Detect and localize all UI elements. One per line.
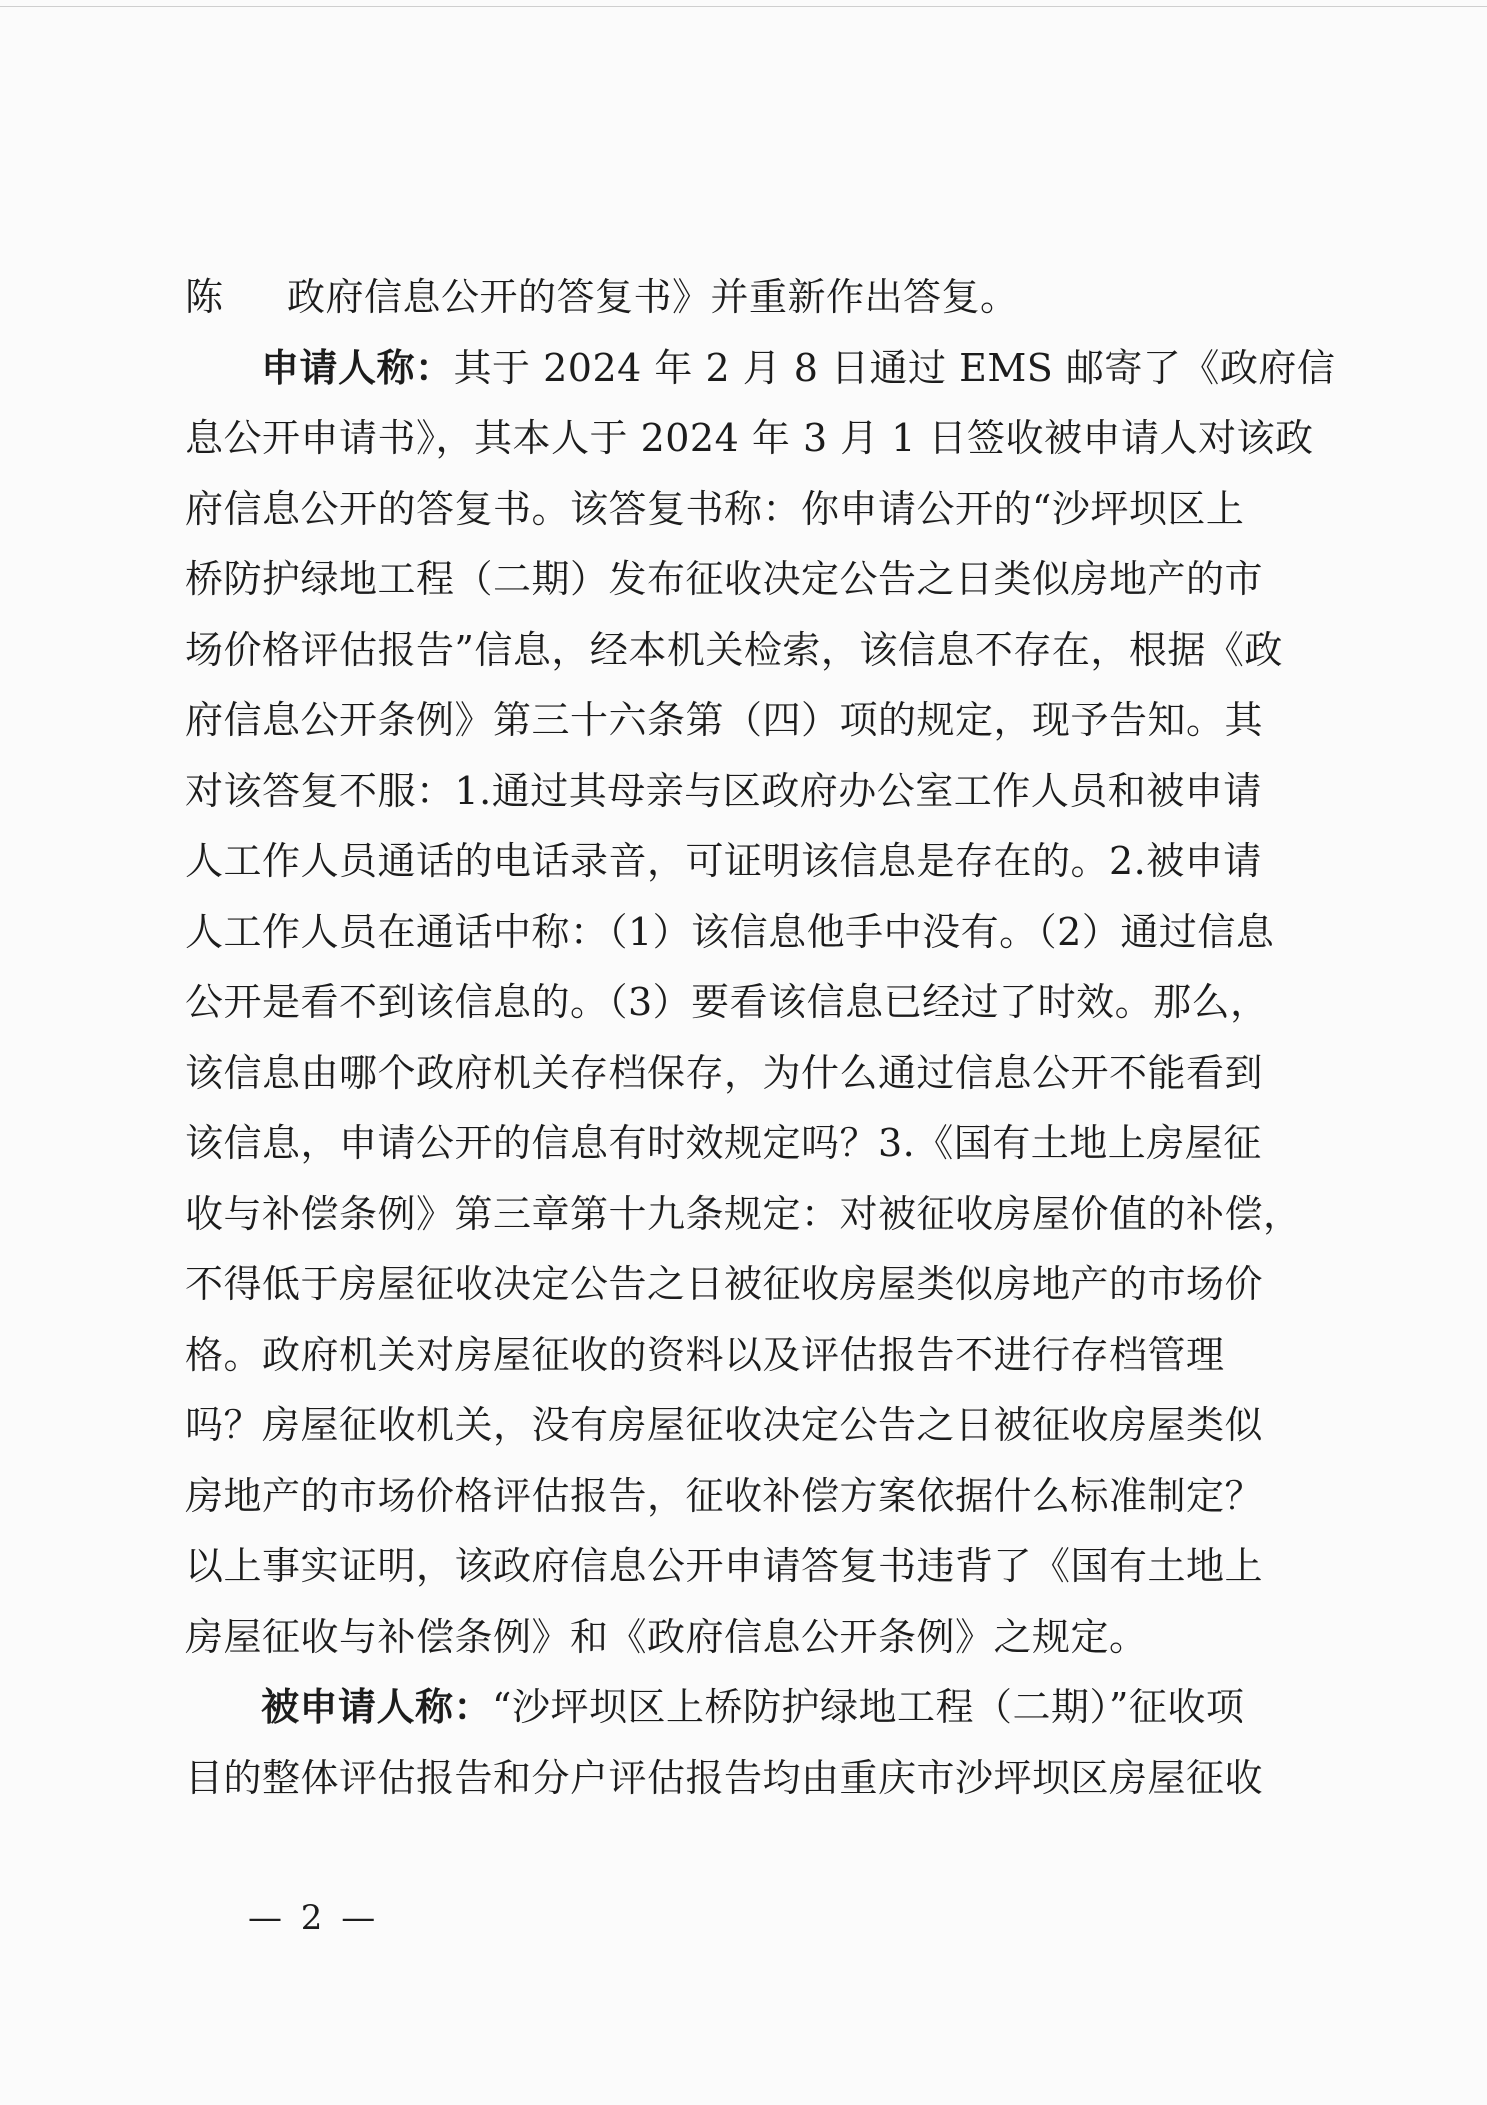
paragraph-applicant-line: 府信息公开条例》第三十六条第（四）项的规定，现予告知。其	[185, 698, 1264, 742]
paragraph-applicant-line: 收与补偿条例》第三章第十九条规定：对被征收房屋价值的补偿，	[185, 1191, 1302, 1236]
page-top-edge	[0, 6, 1487, 7]
body-text	[185, 333, 1336, 1814]
paragraph-applicant-line: 房地产的市场价格评估报告，征收补偿方案依据什么标准制定？	[185, 1473, 1264, 1518]
paragraph-applicant-line: 息公开申请书》，其本人于 2024 年 3 月 1 日签收被申请人对该政	[185, 416, 1314, 460]
paragraph-applicant-line: 吗？房屋征收机关，没有房屋征收决定公告之日被征收房屋类似	[185, 1403, 1264, 1447]
applicant-label: 申请人称：	[261, 345, 454, 390]
paragraph-applicant-line: 对该答复不服：1.通过其母亲与区政府办公室工作人员和被申请	[185, 768, 1262, 813]
paragraph-applicant-line: 房屋征收与补偿条例》和《政府信息公开条例》之规定。	[185, 1614, 1148, 1659]
paragraph-applicant-line: 不得低于房屋征收决定公告之日被征收房屋类似房地产的市场价	[185, 1262, 1264, 1306]
continuation-text: 政府信息公开的答复书》并重新作出答复。	[287, 275, 1019, 319]
paragraph-applicant-line: 人工作人员通话的电话录音，可证明该信息是存在的。2.被申请	[185, 839, 1262, 883]
continuation-line	[185, 262, 1019, 333]
paragraph-respondent-line: 目的整体评估报告和分户评估报告均由重庆市沙坪坝区房屋征收	[185, 1755, 1264, 1800]
paragraph-applicant-line: 该信息由哪个政府机关存档保存，为什么通过信息公开不能看到	[185, 1050, 1264, 1095]
paragraph-applicant-line: 格。政府机关对房屋征收的资料以及评估报告不进行存档管理	[185, 1332, 1225, 1377]
respondent-label: 被申请人称：	[261, 1685, 493, 1729]
paragraph-applicant-text: 其于 2024 年 2 月 8 日通过 EMS 邮寄了《政府信	[453, 345, 1336, 390]
paragraph-applicant-line: 场价格评估报告”信息，经本机关检索，该信息不存在，根据《政	[185, 627, 1283, 672]
paragraph-applicant-line: 府信息公开的答复书。该答复书称：你申请公开的“沙坪坝区上	[185, 486, 1245, 531]
paragraph-respondent-line	[185, 1672, 1305, 1743]
paragraph-respondent-text: “沙坪坝区上桥防护绿地工程（二期）”征收项	[492, 1685, 1245, 1729]
paragraph-applicant-line: 以上事实证明，该政府信息公开申请答复书违背了《国有土地上	[185, 1544, 1264, 1588]
paragraph-applicant-line	[185, 333, 1336, 404]
signature-surname: 陈	[185, 275, 224, 319]
paragraph-applicant-line: 桥防护绿地工程（二期）发布征收决定公告之日类似房地产的市	[185, 557, 1264, 601]
paragraph-applicant-line: 人工作人员在通话中称：（1）该信息他手中没有。（2）通过信息	[185, 909, 1275, 954]
paragraph-applicant-line: 公开是看不到该信息的。（3）要看该信息已经过了时效。那么，	[185, 980, 1269, 1024]
paragraph-applicant-line: 该信息，申请公开的信息有时效规定吗？3.《国有土地上房屋征	[185, 1121, 1262, 1165]
page-number: — 2 —	[248, 1898, 380, 1938]
